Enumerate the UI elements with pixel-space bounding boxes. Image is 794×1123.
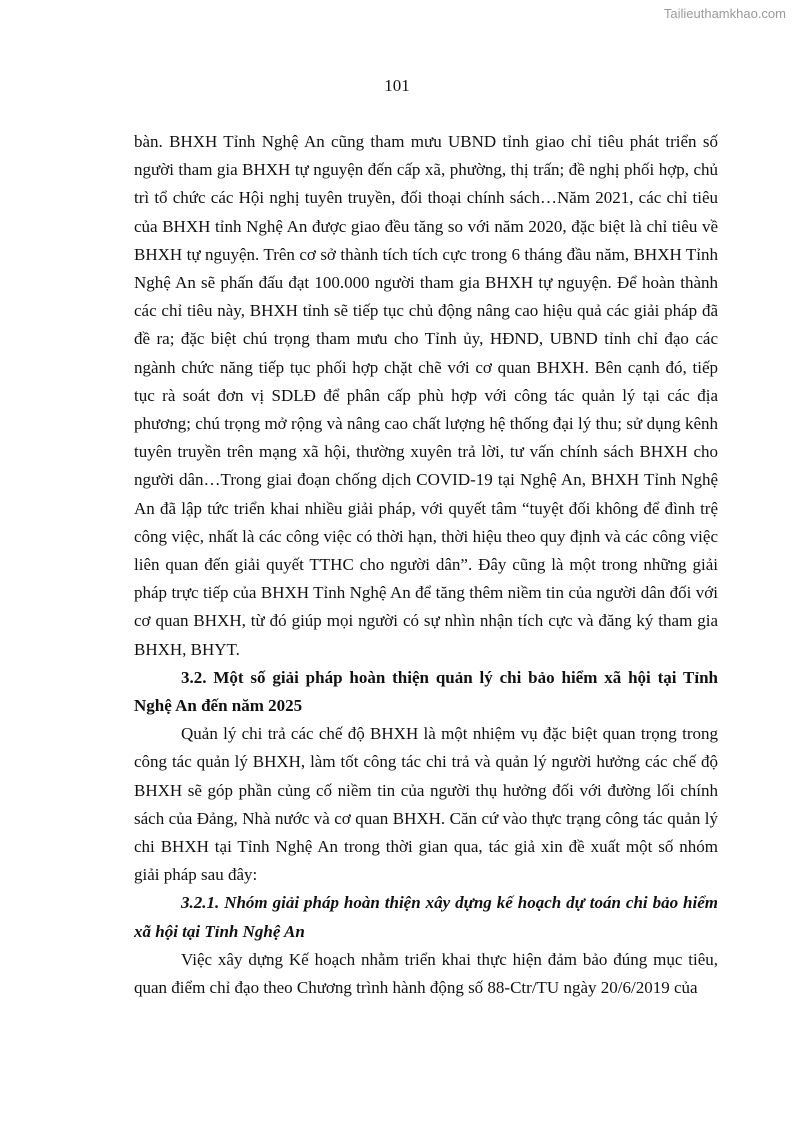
section-heading-3-2-1: 3.2.1. Nhóm giải pháp hoàn thiện xây dựng kế hoạch dự toán chi bảo hiểm xã hội tại Tỉnh Nghệ An xyxy=(134,893,718,941)
paragraph: Quản lý chi trả các chế độ BHXH là một nhiệm vụ đặc biệt quan trọng trong công tác quản lý BHXH, làm tốt công tác chi trả và quản lý người hưởng các chế độ BHXH sẽ góp phần củng cố niềm tin của người thụ hưởng đối với đường lối chính sách của Đảng, Nhà nước và cơ quan BHXH. Căn cứ vào thực trạng công tác quản lý chi BHXH tại Tỉnh Nghệ An trong thời gian qua, tác giả xin đề xuất một số nhóm giải pháp sau đây: xyxy=(134,724,718,885)
paragraph: Việc xây dựng Kế hoạch nhằm triển khai thực hiện đảm bảo đúng mục tiêu, quan điểm chỉ đạo theo Chương trình hành động số 88-Ctr/TU ngày 20/6/2019 của xyxy=(134,949,718,998)
page-number: 101 xyxy=(384,76,410,95)
paragraph: bàn. BHXH Tỉnh Nghệ An cũng tham mưu UBND tỉnh giao chỉ tiêu phát triển số người tham gia BHXH tự nguyện đến cấp xã, phường, thị trấn; đề nghị phối hợp, chủ trì tổ chức các Hội nghị tuyên truyền, đối thoại chính sách…Năm 2021, các chỉ tiêu của BHXH tỉnh Nghệ An được giao đều tăng so với năm 2020, đặc biệt là chỉ tiêu về BHXH tự nguyện. Trên cơ sở thành tích tích cực trong 6 tháng đầu năm, BHXH Tỉnh Nghệ An sẽ phấn đấu đạt 100.000 người tham gia BHXH tự nguyện. Để hoàn thành các chỉ tiêu này, BHXH tỉnh sẽ tiếp tục chủ động nâng cao hiệu quả các giải pháp đã đề ra; đặc biệt chú trọng tham mưu cho Tỉnh ủy, HĐND, UBND tỉnh chỉ đạo các ngành chức năng tiếp tục phối hợp chặt chẽ với cơ quan BHXH. Bên cạnh đó, tiếp tục rà soát đơn vị SDLĐ để phân cấp phù hợp với công tác quản lý tại các địa phương; chú trọng mở rộng và nâng cao chất lượng hệ thống đại lý thu; sử dụng kênh tuyên truyền trên mạng xã hội, thường xuyên trả lời, tư vấn chính sách BHXH cho người dân…Trong giai đoạn chống dịch COVID-19 tại Nghệ An, BHXH Tỉnh Nghệ An đã lập tức triển khai nhiều giải pháp, với quyết tâm “tuyệt đối không để đình trệ công việc, nhất là các công việc có thời hạn, thời hiệu theo quy định và các công việc liên quan đến giải quyết TTHC cho người dân”. Đây cũng là một trong những giải pháp trực tiếp của BHXH Tỉnh Nghệ An để tăng thêm niềm tin của người dân đối với cơ quan BHXH, từ đó giúp mọi người có sự nhìn nhận tích cực và đăng ký tham gia BHXH, BHYT. xyxy=(134,132,718,659)
section-heading-3-2: 3.2. Một số giải pháp hoàn thiện quản lý chi bảo hiểm xã hội tại Tỉnh Nghệ An đến năm 2025 xyxy=(134,667,718,716)
document-body xyxy=(134,128,718,1002)
watermark: Tailieuthamkhao.com xyxy=(663,6,786,21)
